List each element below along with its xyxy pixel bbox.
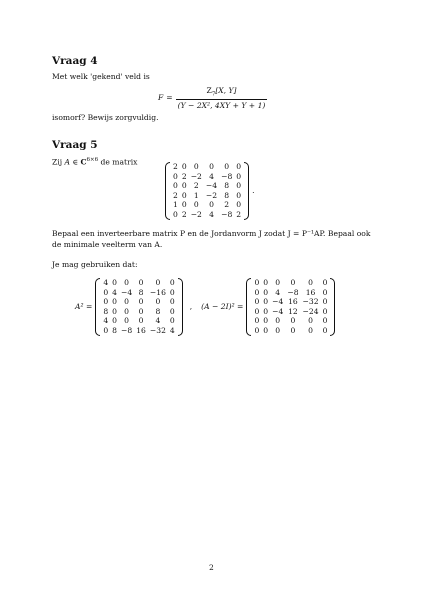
- matrix-A2-cell: −16: [149, 287, 166, 297]
- q5-task-line1: Bepaal een inverteerbare matrix P en de Jordanvorm J zodat J = P⁻¹AP. Bepaal ook: [52, 229, 371, 238]
- matrix-A-cell: 0: [193, 200, 199, 210]
- matrix-B2-cell: 0: [322, 325, 328, 335]
- matrix-A2-cell: 0: [124, 306, 130, 316]
- matrix-B2-left-paren: [246, 278, 251, 336]
- matrix-A2-cell: −8: [121, 325, 133, 335]
- q4-numerator: [176, 86, 268, 100]
- matrix-B2-cell: 16: [305, 287, 316, 297]
- q5-hint: Je mag gebruiken dat:: [52, 260, 138, 269]
- matrix-A-cell: 2: [224, 200, 230, 210]
- matrix-A2-row: [101, 307, 176, 317]
- matrix-B2-cell: 0: [308, 325, 313, 335]
- matrix-A2: [95, 278, 182, 336]
- matrix-A2-cell: 0: [155, 278, 161, 287]
- matrix-A-cell: 0: [181, 190, 187, 200]
- matrix-A-cell: 0: [236, 171, 242, 181]
- matrix-B2-cell: 0: [254, 325, 260, 335]
- matrix-B2-right-paren: [330, 278, 335, 336]
- matrix-A-cell: 2: [236, 209, 242, 219]
- matrix-A2-cell: 8: [103, 306, 109, 316]
- matrix-A2-table: [101, 278, 176, 336]
- matrix-B2-row: [252, 297, 329, 307]
- matrix-A2-cell: 0: [124, 297, 130, 307]
- matrix-separator: ,: [189, 302, 193, 312]
- matrix-B2-cell: 0: [322, 287, 328, 297]
- matrix-A2-cell: 0: [169, 287, 175, 297]
- q4-fraction: [176, 86, 268, 110]
- q5-intro-b: de matrix: [100, 157, 138, 167]
- matrix-B2-table: [252, 278, 329, 336]
- matrix-A-left-paren: [165, 162, 170, 220]
- q5-task-line2: de minimale veelterm van A.: [52, 240, 163, 249]
- matrix-A-cell: 0: [224, 162, 230, 171]
- matrix-A2-cell: 8: [155, 306, 161, 316]
- matrix-A2-row: [101, 297, 176, 307]
- q4-numerator-rest: [X, Y]: [215, 86, 237, 95]
- matrix-B2-cell: 4: [275, 287, 281, 297]
- matrix-A2-cell: 0: [103, 325, 109, 335]
- q5-intro: [52, 157, 137, 167]
- matrix-powers-row: [75, 278, 335, 336]
- matrix-A-cell: 2: [173, 190, 178, 200]
- matrix-A2-cell: 4: [169, 325, 175, 335]
- matrix-B2-cell: 0: [308, 316, 313, 326]
- matrix-A-cell: 0: [236, 181, 242, 191]
- matrix-B2-cell: 0: [290, 278, 296, 287]
- matrix-B2-cell: 0: [263, 306, 269, 316]
- matrix-A-cell: 8: [224, 190, 230, 200]
- matrix-A2-cell: −32: [149, 325, 166, 335]
- matrix-A-cell: 2: [173, 162, 178, 171]
- matrix-A-cell: −8: [221, 171, 233, 181]
- matrix-A-cell: −2: [190, 171, 202, 181]
- matrix-A-cell: 0: [209, 162, 214, 171]
- matrix-B2-cell: −24: [302, 306, 319, 316]
- q4-outro: isomorf? Bewijs zorgvuldig.: [52, 113, 159, 122]
- matrix-A2-row: [101, 278, 176, 288]
- matrix-A2-cell: 0: [138, 306, 144, 316]
- matrix-A: [165, 162, 249, 220]
- matrix-A-row: [171, 162, 243, 172]
- matrix-B2-row: [252, 307, 329, 317]
- q4-eq-sign: =: [166, 93, 173, 103]
- matrix-B2-cell: 0: [275, 316, 281, 326]
- matrix-A2-cell: 0: [103, 287, 109, 297]
- matrix-A-end: .: [252, 186, 255, 196]
- matrix-B2-cell: 12: [288, 306, 298, 316]
- matrix-A-cell: −2: [190, 209, 202, 219]
- matrix-A2-cell: 0: [124, 316, 130, 326]
- matrix-A-cell: 0: [193, 162, 199, 171]
- matrix-A2-cell: 0: [124, 278, 130, 287]
- matrix-B2-row: [252, 316, 329, 326]
- matrix-A2-cell: 0: [112, 297, 117, 307]
- matrix-A2-cell: 0: [169, 316, 175, 326]
- matrix-A2-cell: 0: [138, 278, 144, 287]
- q4-intro: Met welk 'gekend' veld is: [52, 72, 150, 81]
- matrix-A-row: [171, 172, 243, 182]
- matrix-A-cell: 0: [181, 181, 187, 191]
- matrix-A-table: [171, 162, 243, 220]
- matrix-B2-cell: −32: [302, 297, 319, 307]
- matrix-B2-row: [252, 288, 329, 298]
- matrix-A-cell: 4: [209, 171, 214, 181]
- B2-label: (A − 2I)² =: [201, 302, 244, 312]
- q5-intro-in: ∈: [72, 157, 79, 167]
- matrix-B2: [246, 278, 335, 336]
- matrix-B2-cell: 0: [263, 287, 269, 297]
- matrix-B2-cell: 0: [322, 316, 328, 326]
- matrix-B2-cell: 0: [275, 278, 281, 287]
- A2-label: A² =: [75, 302, 93, 312]
- q5-heading: Vraag 5: [52, 139, 98, 151]
- q5-intro-sup: 6×6: [86, 157, 99, 163]
- matrix-A2-left-paren: [95, 278, 100, 336]
- matrix-A-row: [171, 210, 243, 220]
- page-number: 2: [209, 563, 214, 572]
- matrix-B2-cell: 0: [308, 278, 313, 287]
- matrix-A2-cell: 4: [103, 278, 109, 287]
- matrix-A2-cell: 0: [103, 297, 109, 307]
- matrix-B2-cell: 0: [290, 316, 296, 326]
- matrix-B2-cell: 16: [288, 297, 298, 307]
- matrix-A2-cell: 4: [155, 316, 161, 326]
- matrix-B2-cell: 0: [254, 306, 260, 316]
- matrix-B2-cell: 0: [254, 287, 260, 297]
- matrix-B2-cell: 0: [263, 325, 269, 335]
- matrix-A-cell: 0: [181, 200, 187, 210]
- matrix-B2-cell: −4: [272, 306, 284, 316]
- matrix-A2-cell: 4: [112, 287, 117, 297]
- matrix-A-cell: −8: [221, 209, 233, 219]
- matrix-B2-cell: 0: [322, 297, 328, 307]
- matrix-A-cell: 0: [236, 162, 242, 171]
- matrix-B2-cell: 0: [322, 278, 328, 287]
- matrix-A2-row: [101, 326, 176, 336]
- matrix-A-cell: 1: [173, 200, 178, 210]
- matrix-A2-row: [101, 288, 176, 298]
- matrix-A2-cell: 8: [138, 287, 144, 297]
- matrix-A-cell: 0: [209, 200, 214, 210]
- matrix-B2-cell: 0: [263, 297, 269, 307]
- q4-numerator-sub: 7: [211, 91, 216, 98]
- matrix-B2-cell: 0: [254, 278, 260, 287]
- q5-intro-var: A: [64, 157, 70, 167]
- matrix-A2-cell: 16: [136, 325, 146, 335]
- matrix-B2-cell: 0: [322, 306, 328, 316]
- matrix-A2-cell: 0: [169, 278, 175, 287]
- matrix-A-row: [171, 191, 243, 201]
- matrix-B2-row: [252, 326, 329, 336]
- matrix-A2-cell: 0: [112, 316, 117, 326]
- matrix-B2-cell: −8: [287, 287, 299, 297]
- matrix-B2-cell: 0: [290, 325, 296, 335]
- matrix-A-cell: 8: [224, 181, 230, 191]
- q4-formula: [158, 86, 267, 110]
- matrix-A2-cell: 0: [112, 306, 117, 316]
- matrix-A-cell: 0: [173, 171, 178, 181]
- matrix-A-cell: 1: [193, 190, 199, 200]
- q4-heading: Vraag 4: [52, 55, 98, 67]
- matrix-A2-cell: 0: [169, 297, 175, 307]
- q4-denominator: (Y − 2X², 4XY + Y + 1): [177, 100, 266, 110]
- matrix-B2-cell: −4: [272, 297, 284, 307]
- matrix-A-cell: 0: [236, 200, 242, 210]
- matrix-A-cell: 0: [181, 162, 187, 171]
- matrix-A-row: [171, 200, 243, 210]
- matrix-A-cell: 2: [193, 181, 199, 191]
- matrix-B2-cell: 0: [254, 297, 260, 307]
- matrix-B2-cell: 0: [275, 325, 281, 335]
- matrix-A2-cell: 0: [138, 297, 144, 307]
- q4-lhs: F: [158, 93, 164, 103]
- matrix-A-cell: 0: [173, 181, 178, 191]
- matrix-B2-row: [252, 278, 329, 288]
- matrix-B2-cell: 0: [263, 316, 269, 326]
- matrix-A2-cell: 4: [103, 316, 109, 326]
- matrix-A2-row: [101, 316, 176, 326]
- matrix-A-row: [171, 181, 243, 191]
- matrix-A2-cell: 0: [112, 278, 117, 287]
- matrix-A-cell: −4: [205, 181, 218, 191]
- matrix-A2-cell: −4: [121, 287, 133, 297]
- matrix-A-cell: 2: [181, 171, 187, 181]
- matrix-A2-cell: 0: [155, 297, 161, 307]
- matrix-A2-cell: 8: [112, 325, 117, 335]
- matrix-A2-cell: 0: [169, 306, 175, 316]
- q5-intro-a: Zij: [52, 157, 63, 167]
- matrix-A-cell: −2: [205, 190, 218, 200]
- matrix-A-block: [165, 162, 255, 220]
- matrix-A2-cell: 0: [138, 316, 144, 326]
- matrix-B2-cell: 0: [263, 278, 269, 287]
- q5-intro-complex: C: [80, 157, 87, 167]
- matrix-A-cell: 0: [173, 209, 178, 219]
- matrix-A-cell: 4: [209, 209, 214, 219]
- q4-numerator-base: Z: [206, 86, 212, 95]
- matrix-A-cell: 2: [181, 209, 187, 219]
- matrix-B2-cell: 0: [254, 316, 260, 326]
- matrix-A-cell: 0: [236, 190, 242, 200]
